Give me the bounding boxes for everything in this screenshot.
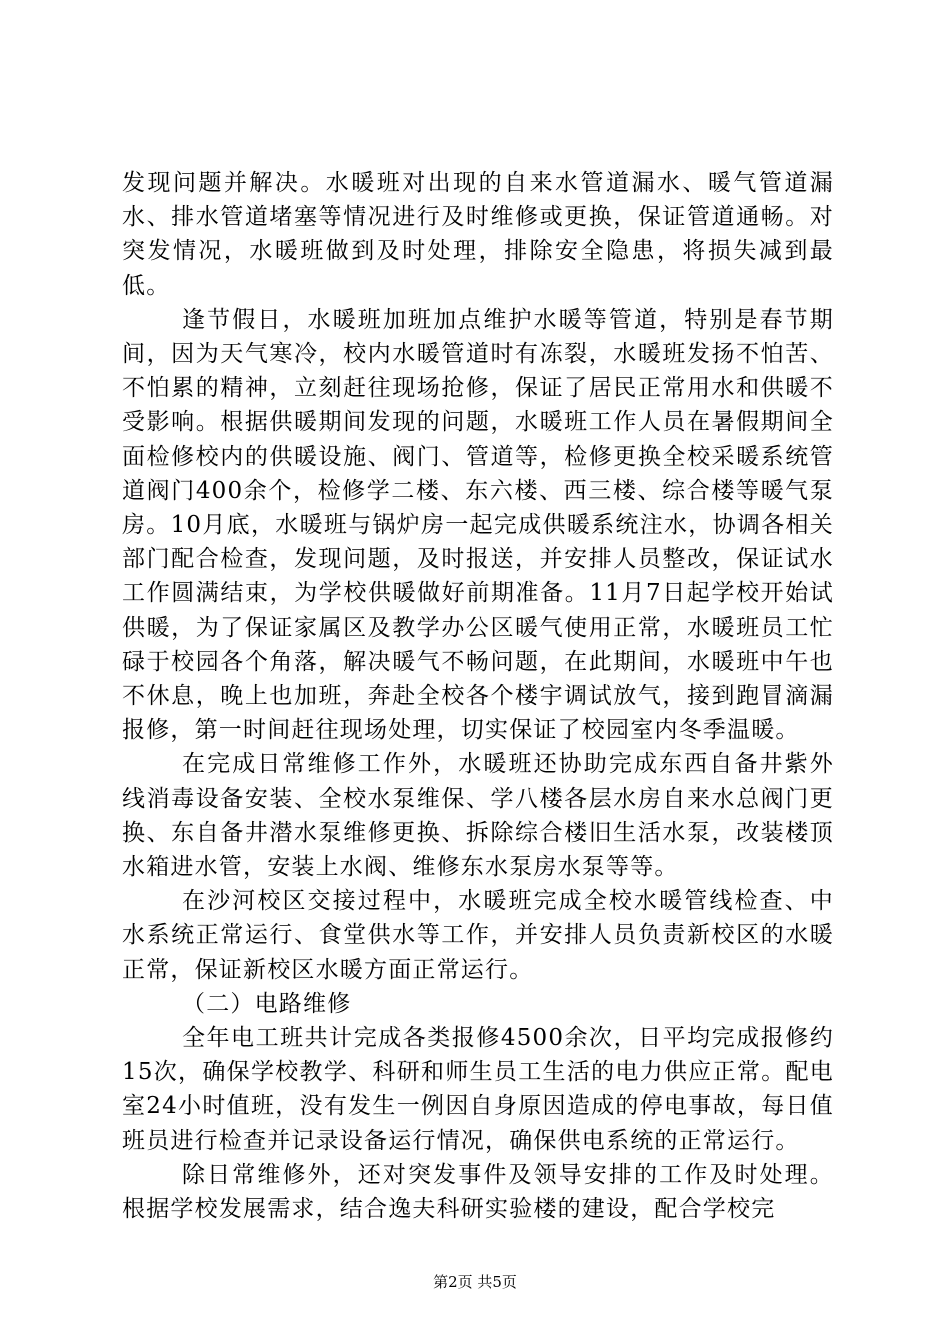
paragraph-4: 在沙河校区交接过程中，水暖班完成全校水暖管线检查、中水系统正常运行、食堂供水等工作，并安排人员负责新校区的水暖正常，保证新校区水暖方面正常运行。 — [122, 888, 834, 983]
paragraph-3: 在完成日常维修工作外，水暖班还协助完成东西自备井紫外线消毒设备安装、全校水泵维保、学八楼各层水房自来水总阀门更换、东自备井潜水泵维修更换、拆除综合楼旧生活水泵，改装楼顶水箱进水管，安装上水阀、维修东水泵房水泵等等。 — [122, 751, 834, 881]
page-number-footer: 第2页 共5页 — [433, 1273, 517, 1291]
paragraph-2: 逢节假日，水暖班加班加点维护水暖等管道，特别是春节期间，因为天气寒冷，校内水暖管道时有冻裂，水暖班发扬不怕苦、不怕累的精神，立刻赶往现场抢修，保证了居民正常用水和供暖不受影响。根据供暖期间发现的问题，水暖班工作人员在暑假期间全面检修校内的供暖设施、阀门、管道等，检修更换全校采暖系统管道阀门400余个，检修学二楼、东六楼、西三楼、综合楼等暖气泵房。10月底，水暖班与锅炉房一起完成供暖系统注水，协调各相关部门配合检查，发现问题，及时报送，并安排人员整改，保证试水工作圆满结束，为学校供暖做好前期准备。11月7日起学校开始试供暖，为了保证家属区及教学办公区暖气使用正常，水暖班员工忙碌于校园各个角落，解决暖气不畅问题，在此期间，水暖班中午也不休息，晚上也加班，奔赴全校各个楼宇调试放气，接到跑冒滴漏报修，第一时间赶往现场处理，切实保证了校园室内冬季温暖。 — [122, 306, 834, 744]
section-heading-electrical: （二）电路维修 — [182, 990, 352, 1017]
document-body — [122, 166, 834, 1226]
paragraph-5: 全年电工班共计完成各类报修4500余次，日平均完成报修约15次，确保学校教学、科研和师生员工生活的电力供应正常。配电室24小时值班，没有发生一例因自身原因造成的停电事故，每日值班员进行检查并记录设备运行情况，确保供电系统的正常运行。 — [122, 1025, 834, 1154]
paragraph-1: 发现问题并解决。水暖班对出现的自来水管道漏水、暖气管道漏水、排水管道堵塞等情况进行及时维修或更换，保证管道通畅。对突发情况，水暖班做到及时处理，排除安全隐患，将损失减到最低。 — [122, 170, 834, 299]
paragraph-6: 除日常维修外，还对突发事件及领导安排的工作及时处理。根据学校发展需求，结合逸夫科研实验楼的建设，配合学校完 — [122, 1161, 834, 1223]
